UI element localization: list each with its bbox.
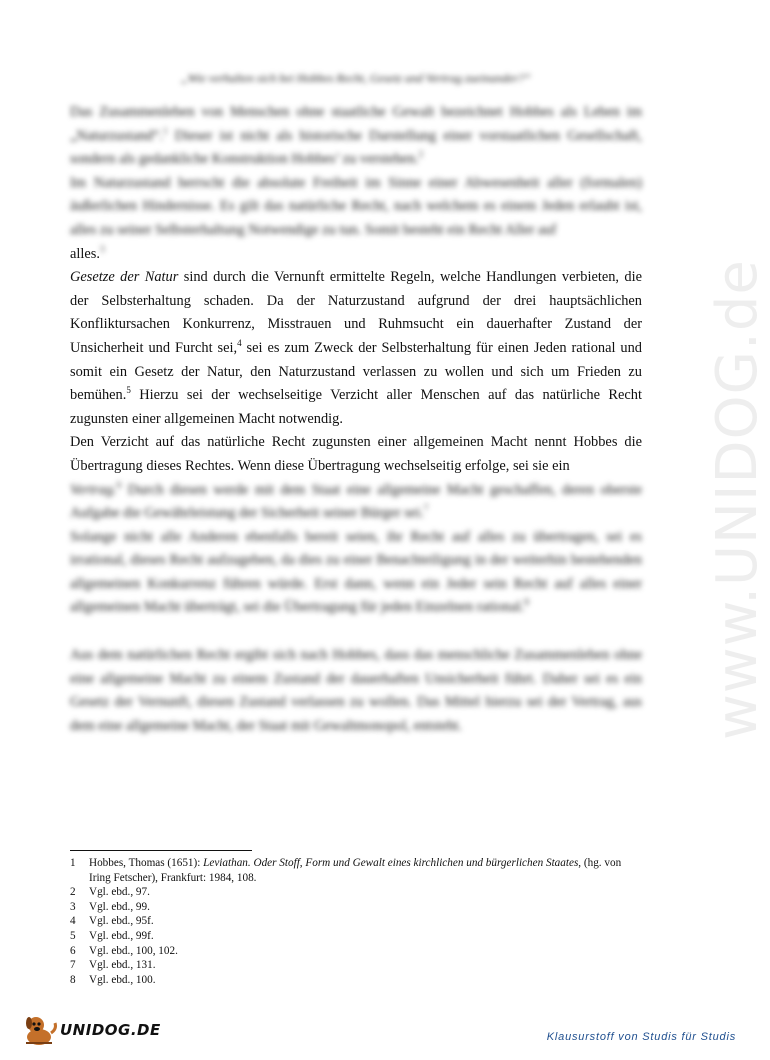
document-body bbox=[70, 101, 642, 738]
logo-text: UNIDOG.DE bbox=[60, 1021, 161, 1039]
footnote-divider bbox=[70, 850, 252, 851]
footnote-item: 4 Vgl. ebd., 95f. bbox=[70, 915, 154, 928]
paragraph-naturzustand: Das Zusammenleben von Menschen ohne staatliche Gewalt bezeichnet Hobbes als Leben im „Naturzustand“.$^1$ Dieser ist nicht als historische Darstellung einer vorstaatlichen Gesellschaft, sondern als gedankliche Konstruktion Hobbes’ zu verstehen.$^2$ bbox=[70, 104, 642, 168]
footnote-ref: 5 bbox=[126, 385, 131, 396]
footnote-item: 3 Vgl. ebd., 99. bbox=[70, 900, 150, 913]
footnote-item: 1 Hobbes, Thomas (1651): Leviathan. Oder Stoff, Form und Gewalt eines kirchlichen und bürgerlichen Staates, (hg. von Iring Fetscher), Frankfurt: 1984, 108. bbox=[70, 857, 622, 884]
paragraph-gap bbox=[70, 620, 642, 644]
paragraph-vertrag-blurred: Vertrag.$^6$ Durch diesen werde mit dem Staat eine allgemeine Macht geschaffen, deren oberste Aufgabe die Gewährleistung der Sicherheit seiner Bürger sei.$^7$ bbox=[70, 479, 642, 522]
footnote-item: 5 Vgl. ebd., 99f. bbox=[70, 929, 154, 942]
footnote-item: 8 Vgl. ebd., 100. bbox=[70, 973, 156, 986]
paragraph-gesetze-der-natur: Gesetze der Natur sind durch die Vernunft ermittelte Regeln, welche Handlungen verbieten, die der Selbsterhaltung schaden. Da der Naturzustand aufgrund der drei hauptsächlichen Konfliktursachen Konkurrenz, Misstrauen und Ruhmsucht ein dauerhafter Zustand der Unsicherheit und Furcht sei,$^4$ sei es zum Zweck der Selbsterhaltung für einen Jeden rational und somit ein Gesetz der Natur, den Naturzustand verlassen zu wollen und sich um Frieden zu bemühen.$^5$ Hierzu sei der wechselseitige Verzicht aller Menschen auf das natürliche Recht zugunsten einer allgemeinen Macht notwendig. bbox=[70, 269, 643, 427]
tagline: Klausurstoff von Studis für Studis bbox=[546, 1031, 736, 1043]
paragraph-vertrag: Den Verzicht auf das natürliche Recht zugunsten einer allgemeinen Macht nennt Hobbes die Übertragung dieses Rechtes. Wenn diese Übertragung wechselseitig erfolge, sei sie ein bbox=[70, 434, 642, 474]
footnotes bbox=[70, 856, 645, 987]
paragraph-fazit: Aus dem natürlichen Recht ergibt sich nach Hobbes, dass das menschliche Zusammenleben ohne eine allgemeine Macht zu einem Zustand der dauerhaften Unsicherheit führt. Daher sei es ein Gesetz der Vernunft, diesen Zustand verlassen zu wollen. Das Mittel hierzu sei der Vertrag, aus dem eine allgemeine Macht, der Staat mit Gewaltmonopol, entsteht. bbox=[70, 647, 642, 734]
footnote-item: 2 Vgl. ebd., 97. bbox=[70, 886, 150, 899]
watermark: www.UNIDOG.de bbox=[705, 259, 770, 740]
paragraph-uebertragung: Solange nicht alle Anderen ebenfalls bereit seien, ihr Recht auf alles zu übertragen, sei es irrational, dieses Recht aufzugeben, da dies zu einer Benachteiligung in der weiterhin bestehenden allgemeinen Konkurrenz führen würde. Erst dann, wenn ein Jeder sein Recht auf alles einer allgemeinen Macht überträgt, sei die Übertragung für jeden Einzelnen rational.$^8$ bbox=[70, 528, 642, 616]
footnote-ref: 4 bbox=[237, 338, 242, 349]
unidog-logo[interactable] bbox=[22, 1012, 162, 1048]
footnote-item: 6 Vgl. ebd., 100, 102. bbox=[70, 944, 178, 957]
document-title: „Wie verhalten sich bei Hobbes Recht, Gesetz und Vertrag zueinander?“ bbox=[181, 71, 531, 85]
dog-mascot-icon bbox=[22, 1013, 58, 1047]
footnote-item: 7 Vgl. ebd., 131. bbox=[70, 959, 156, 972]
paragraph-naturrecht: Im Naturzustand herrscht die absolute Freiheit im Sinne einer Abwesenheit aller (formalen) äußerlichen Hindernisse. Es gilt das natürliche Recht, nach welchem es einem Jeden erlaubt ist, alles zu seiner Selbsterhaltung Notwendige zu tun. Somit besteht ein Recht Aller auf bbox=[70, 174, 642, 238]
footnote-ref: 3 bbox=[99, 243, 105, 254]
paragraph-naturrecht-tail: alles.$^3$ bbox=[70, 243, 105, 262]
